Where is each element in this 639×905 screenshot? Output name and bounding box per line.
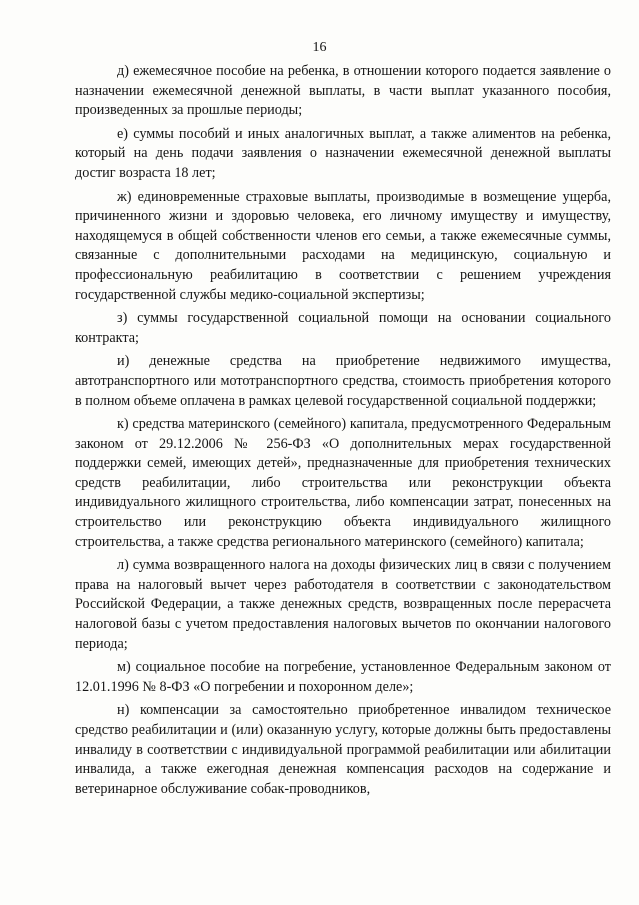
paragraph-e: е) суммы пособий и иных аналогичных выплат, а также алиментов на ребенка, который на день подачи заявления о назначении ежемесячной денежной выплаты достиг возраста 18 лет; — [75, 125, 611, 181]
paragraph-z: з) суммы государственной социальной помощи на основании социального контракта; — [75, 310, 611, 346]
paragraph-m: м) социальное пособие на погребение, установленное Федеральным законом от 12.01.1996 № 8-ФЗ «О погребении и похоронном деле»; — [75, 659, 611, 695]
page-number: 16 — [312, 40, 327, 55]
paragraph-zh: ж) единовременные страховые выплаты, производимые в возмещение ущерба, причиненного жизни и здоровью человека, его личному имуществу и имуществу, находящемуся в общей собственности членов его семьи, а также ежемесячные суммы, связанные с дополнительными расходами на медицинскую, социальную и профессиональную реабилитацию в соответствии с решением учреждения государственной службы медико-социальной экспертизы; — [75, 188, 611, 303]
paragraph-l: л) сумма возвращенного налога на доходы физических лиц в связи с получением права на налоговый вычет через работодателя в соответствии с законодательством Российской Федерации, а также денежных средств, возвращенных после перерасчета налоговой базы с учетом предоставления налоговых вычетов по окончании налогового периода; — [75, 557, 611, 652]
paragraph-n: н) компенсации за самостоятельно приобретенное инвалидом техническое средство реабилитации и (или) оказанную услугу, которые должны быть предоставлены инвалиду в соответствии с индивидуальной программой реабилитации или абилитации инвалида, а также ежегодная денежная компенсация расходов на содержание и ветеринарное обслуживание собак-проводников, — [75, 702, 611, 797]
paragraph-d: д) ежемесячное пособие на ребенка, в отношении которого подается заявление о назначении ежемесячной денежной выплаты, в части выплат указанного пособия, произведенных за прошлые периоды; — [75, 63, 611, 119]
paragraph-i: и) денежные средства на приобретение недвижимого имущества, автотранспортного или мототранспортного средства, стоимость приобретения которого в полном объеме оплачена в рамках целевой государственной социальной поддержки; — [75, 353, 611, 409]
document-body — [75, 62, 611, 803]
paragraph-k: к) средства материнского (семейного) капитала, предусмотренного Федеральным законом от 29.12.2006 № 256-ФЗ «О дополнительных мерах государственной поддержки семей, имеющих детей», предназначенные для приобретения технических средств реабилитации, либо строительства или реконструкции объекта индивидуального жилищного строительства, либо компенсации затрат, понесенных на строительство или реконструкцию объекта индивидуального жилищного строительства, а также средства регионального материнского (семейного) капитала; — [75, 416, 611, 550]
